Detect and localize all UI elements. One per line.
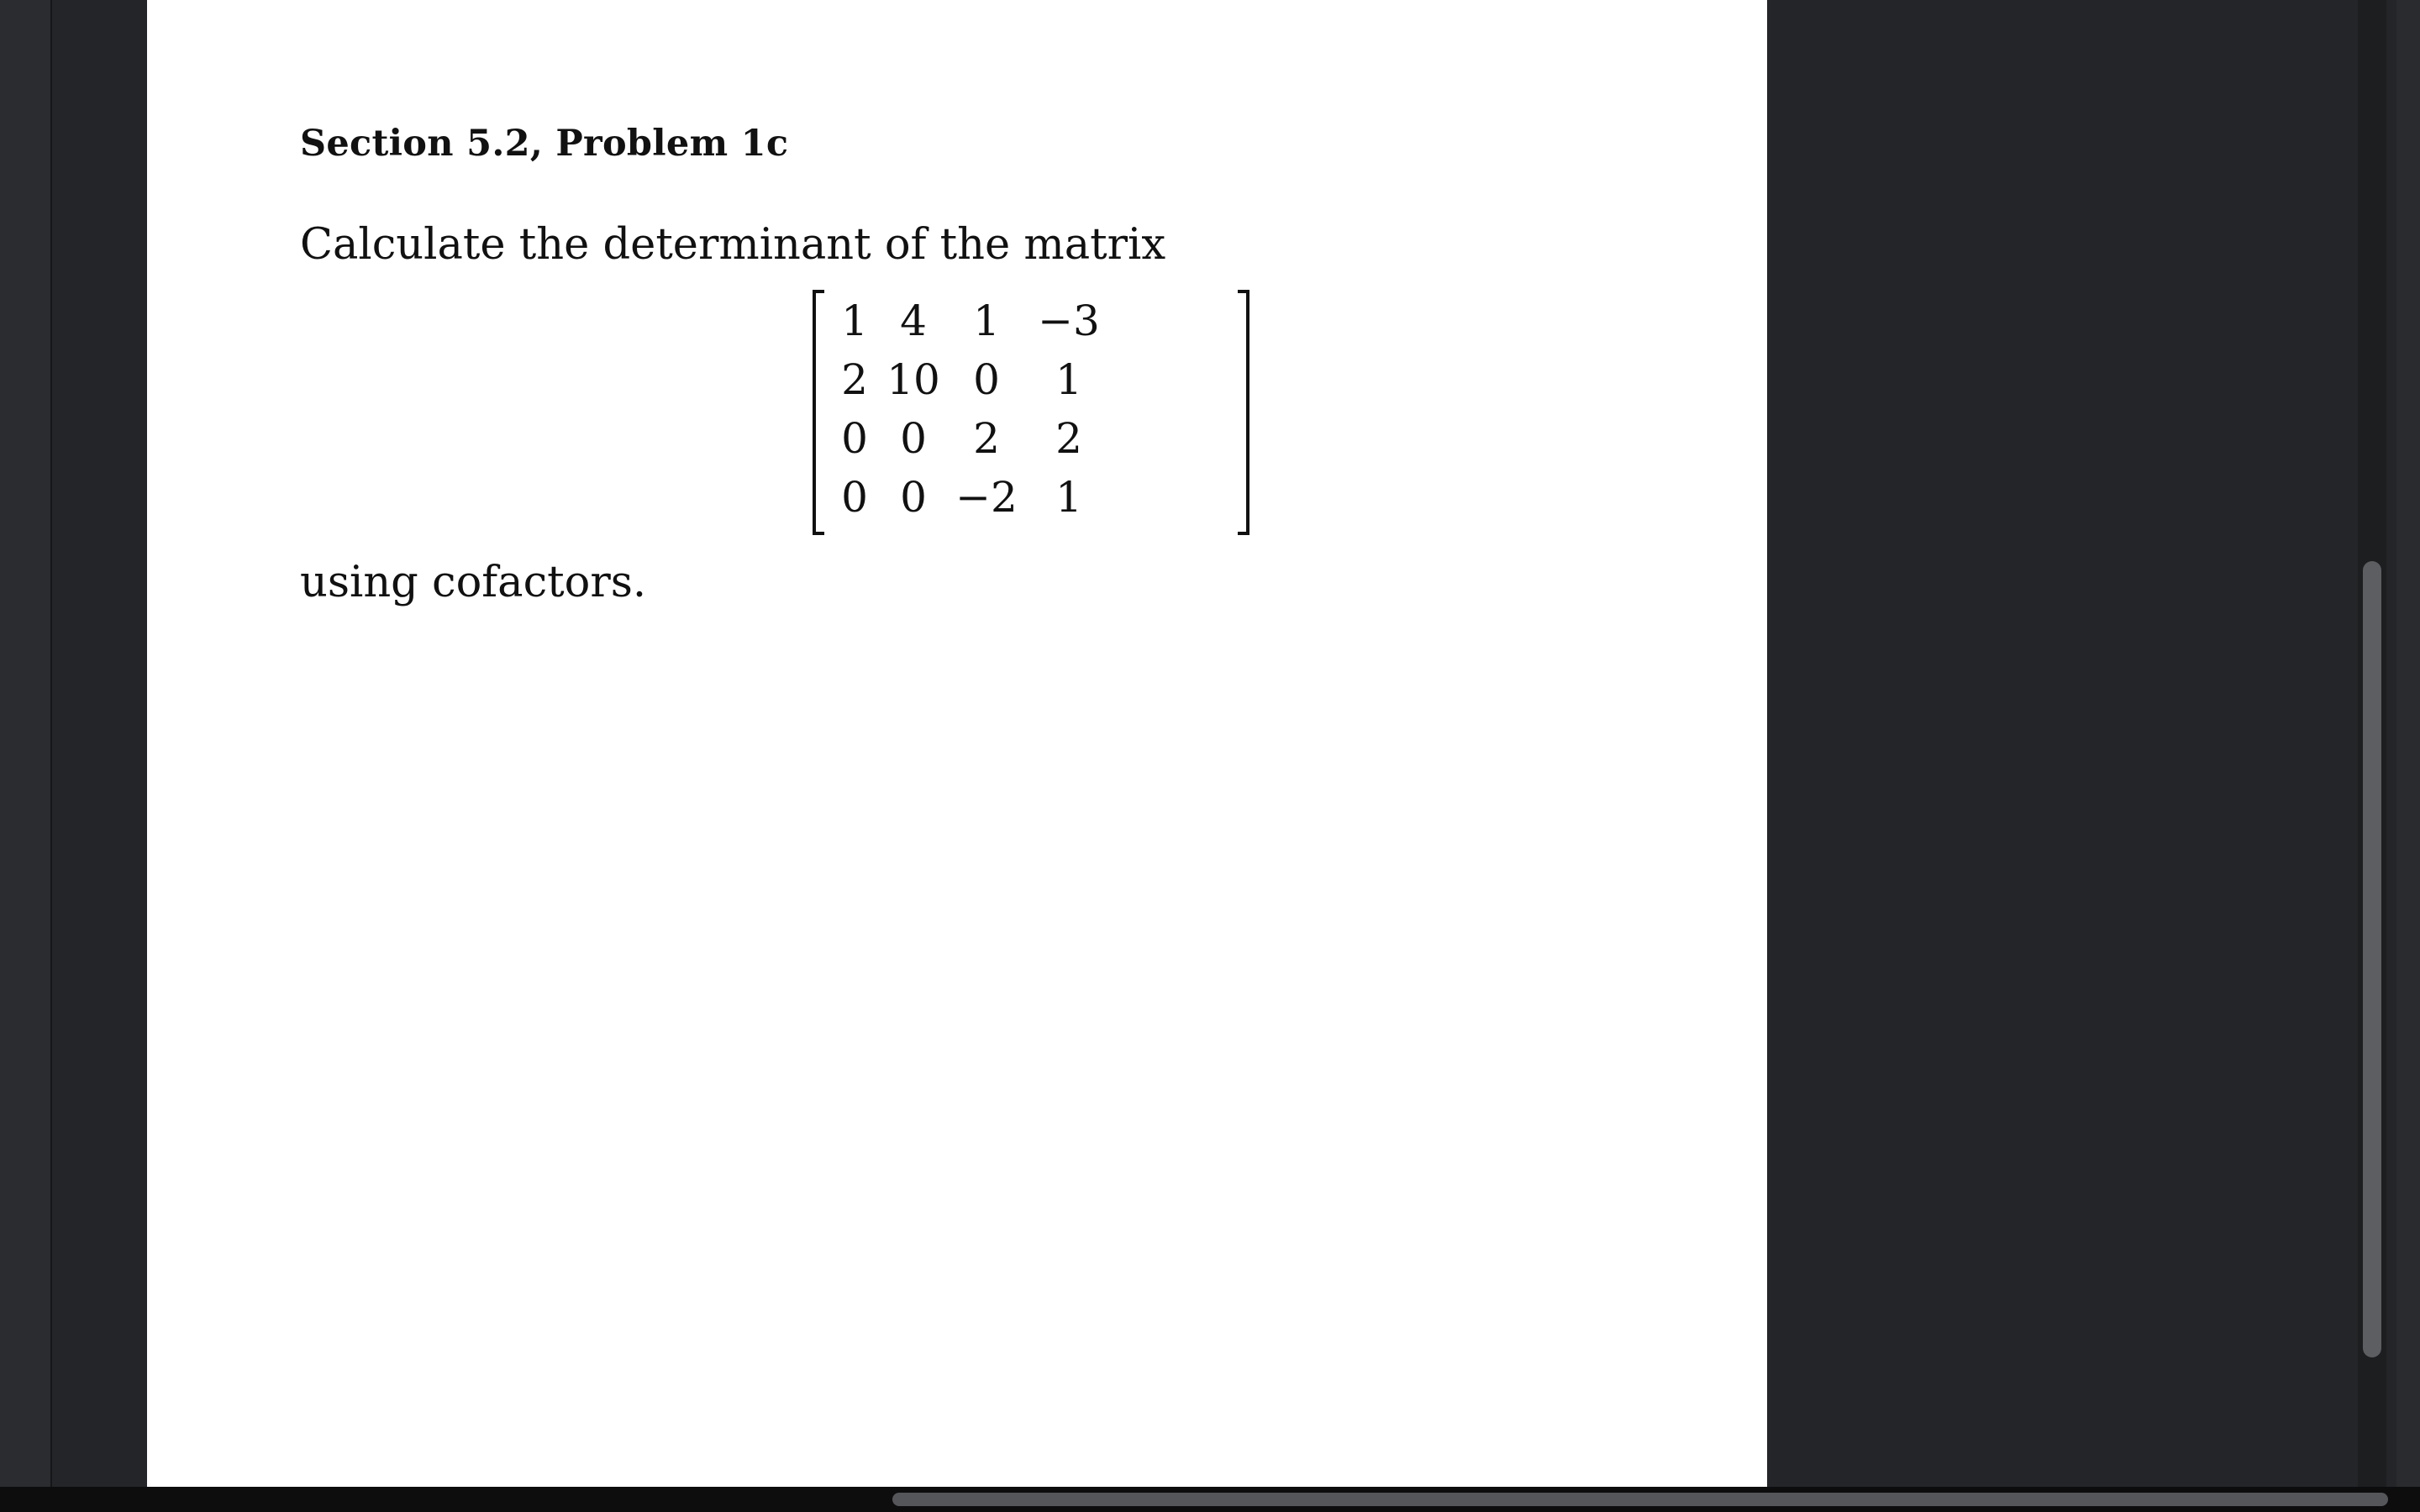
matrix-cell: 1 (1055, 355, 1082, 404)
matrix-cell: 0 (900, 414, 927, 463)
left-gutter (0, 0, 52, 1487)
matrix-cell: 10 (886, 355, 940, 404)
problem-heading: Section 5.2, Problem 1c (300, 123, 789, 165)
horizontal-scrollbar-thumb[interactable] (892, 1493, 2388, 1506)
vertical-scrollbar-thumb[interactable] (2363, 561, 2381, 1357)
matrix-cell: 4 (900, 297, 927, 345)
matrix-cell: 1 (1055, 473, 1082, 522)
matrix-right-bracket (1238, 290, 1249, 535)
matrix-cell: 2 (841, 355, 868, 404)
right-edge-panel (2396, 0, 2420, 1487)
matrix-cell: 0 (841, 473, 868, 522)
matrix-cell: 0 (900, 473, 927, 522)
matrix-cell: 0 (973, 355, 1000, 404)
matrix-cell: 2 (1055, 414, 1082, 463)
matrix-cell: 1 (973, 297, 1000, 345)
matrix-cell: 1 (841, 297, 868, 345)
document-page (147, 0, 1767, 1487)
problem-outro-text: using cofactors. (300, 558, 647, 607)
matrix-cell: 0 (841, 414, 868, 463)
matrix-cell: −2 (955, 473, 1018, 522)
matrix (813, 290, 1249, 538)
problem-intro-text: Calculate the determinant of the matrix (300, 220, 1166, 270)
matrix-cell: −3 (1038, 297, 1100, 345)
matrix-cell: 2 (973, 414, 1000, 463)
